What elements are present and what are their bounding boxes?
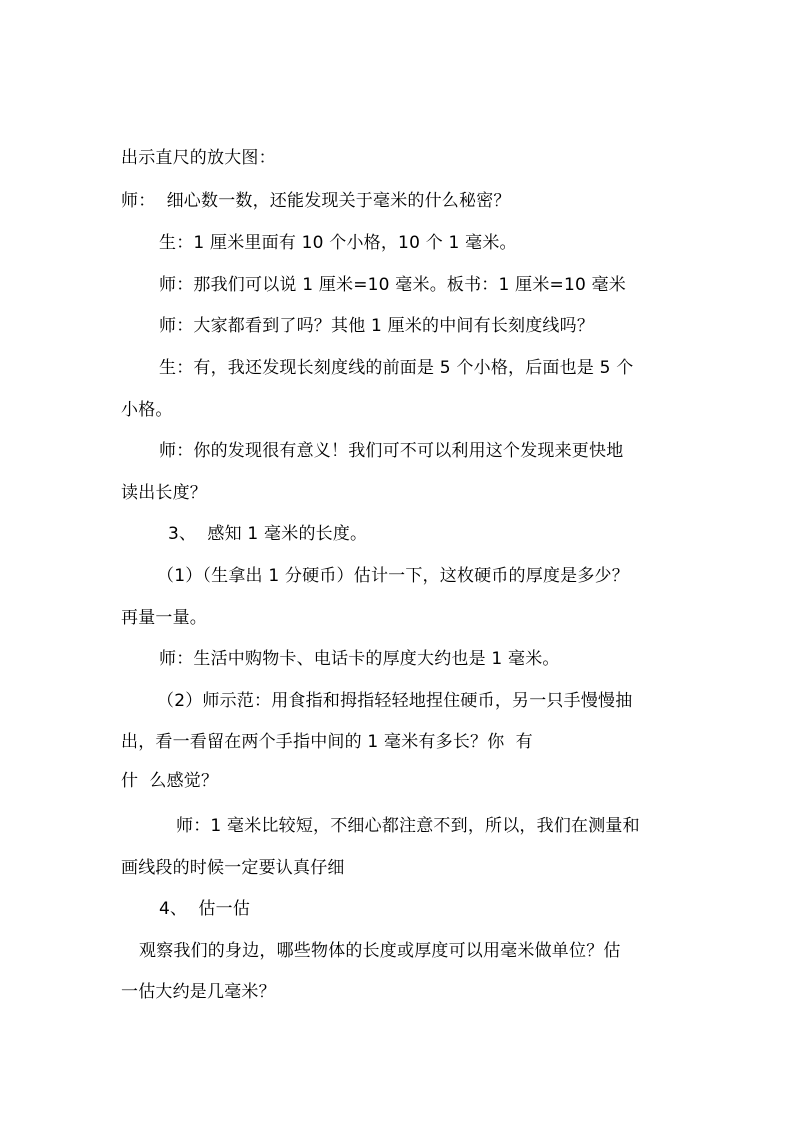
text-line-6: 生：有，我还发现长刻度线的前面是 5 个小格，后面也是 5 个 bbox=[159, 358, 634, 378]
text-line-1: 出示直尺的放大图： bbox=[121, 148, 276, 168]
section-heading-3: 3、 感知 1 毫米的长度。 bbox=[168, 524, 368, 544]
text-line-12: 再量一量。 bbox=[121, 608, 207, 628]
text-line-14: （2）师示范：用食指和拇指轻轻地捏住硬币，另一只手慢慢抽 bbox=[157, 691, 633, 711]
text-line-21: 一估大约是几毫米？ bbox=[121, 982, 276, 1002]
text-line-3: 生：1 厘米里面有 10 个小格，10 个 1 毫米。 bbox=[159, 233, 517, 253]
text-line-8: 师：你的发现很有意义！我们可不可以利用这个发现来更快地 bbox=[159, 441, 624, 461]
text-line-7: 小格。 bbox=[121, 400, 173, 420]
text-line-15: 出，看一看留在两个手指中间的 1 毫米有多长？你 有 bbox=[121, 732, 533, 752]
section-heading-4: 4、 估一估 bbox=[159, 899, 251, 919]
text-line-20: 观察我们的身边，哪些物体的长度或厚度可以用毫米做单位？估 bbox=[139, 941, 621, 961]
text-line-18: 画线段的时候一定要认真仔细 bbox=[121, 858, 345, 878]
text-line-11: （1）（生拿出 1 分硬币）估计一下，这枚硬币的厚度是多少？ bbox=[157, 566, 629, 586]
text-line-16: 什 么感觉？ bbox=[121, 771, 219, 791]
text-line-2: 师： 细心数一数，还能发现关于毫米的什么秘密？ bbox=[121, 191, 511, 211]
text-line-17: 师：1 毫米比较短，不细心都注意不到，所以，我们在测量和 bbox=[176, 816, 640, 836]
text-line-9: 读出长度？ bbox=[121, 483, 207, 503]
text-line-5: 师：大家都看到了吗？其他 1 厘米的中间有长刻度线吗？ bbox=[159, 316, 595, 336]
text-line-4: 师：那我们可以说 1 厘米=10 毫米。板书：1 厘米=10 毫米 bbox=[159, 275, 627, 295]
text-line-13: 师：生活中购物卡、电话卡的厚度大约也是 1 毫米。 bbox=[159, 649, 560, 669]
